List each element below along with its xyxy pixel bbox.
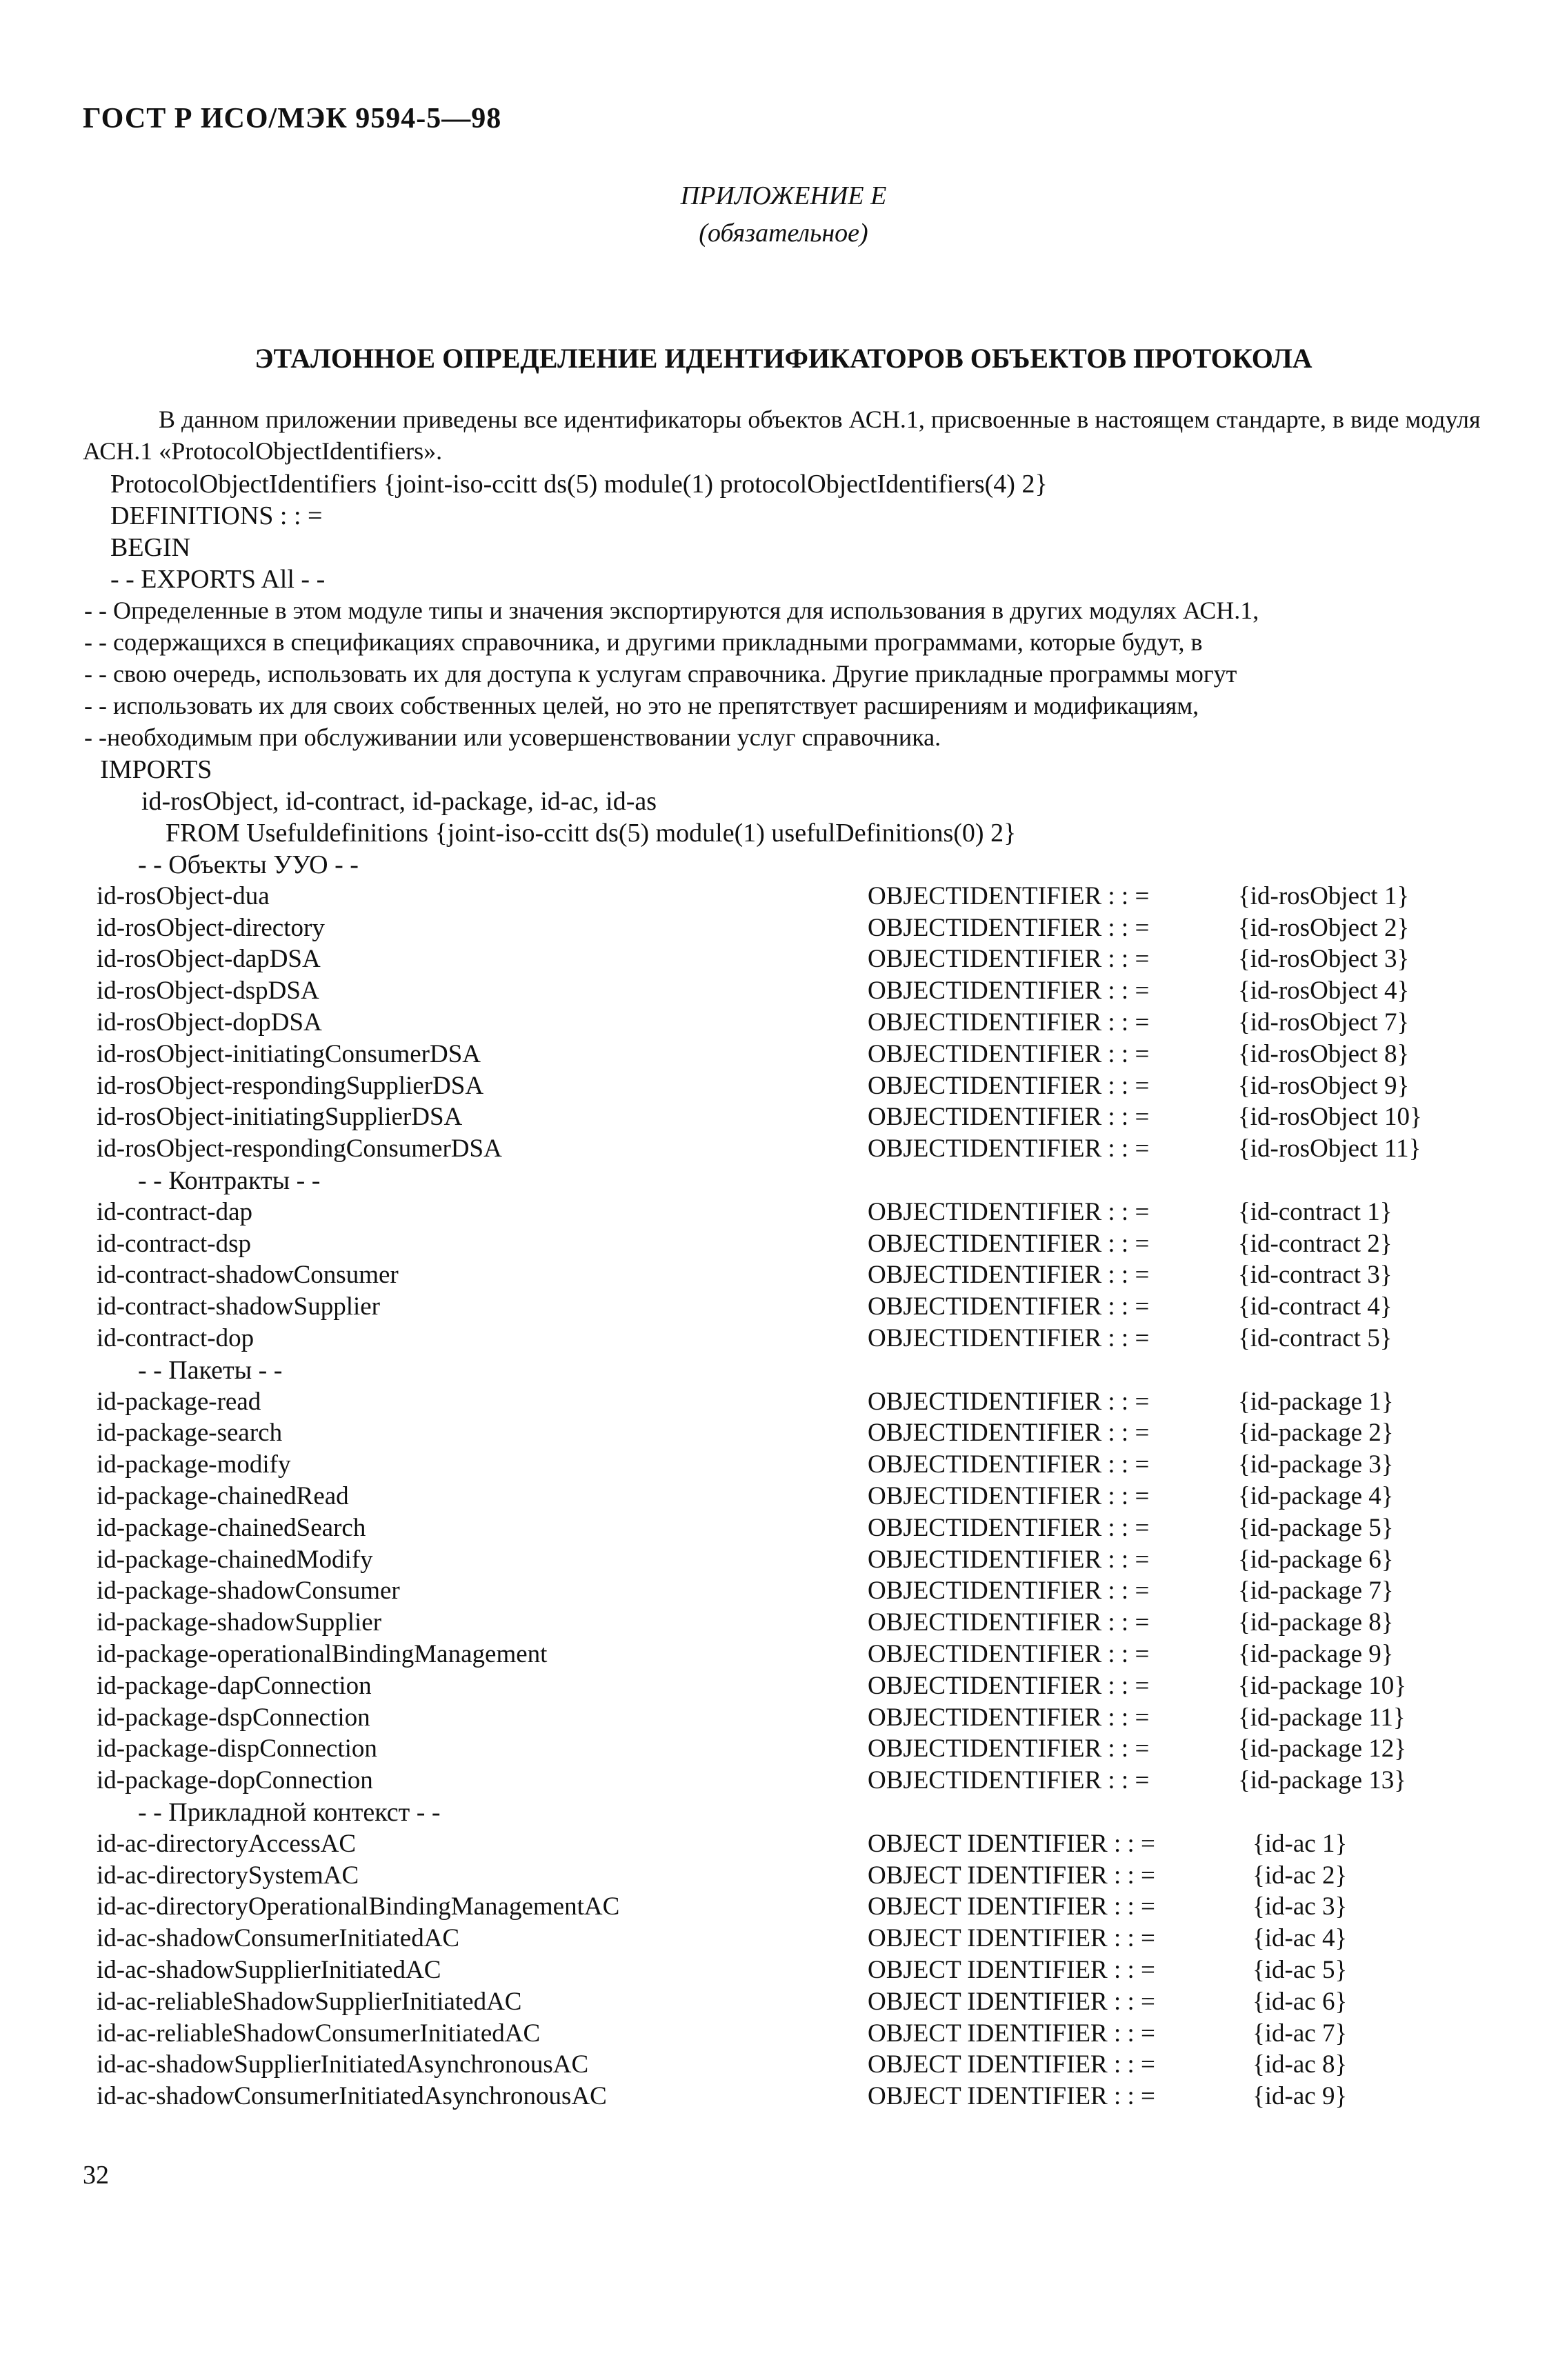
section-heading: - - Объекты УУО - - [138,850,359,879]
identifier-type: OBJECTIDENTIFIER : : = [868,1324,1150,1352]
identifier-type: OBJECT IDENTIFIER : : = [868,2082,1155,2110]
identifier-name: id-package-chainedModify [97,1546,373,1574]
identifier-value: {id-contract 2} [1238,1230,1393,1258]
identifier-type: OBJECTIDENTIFIER : : = [868,1072,1150,1100]
identifier-type: OBJECT IDENTIFIER : : = [868,2019,1155,2048]
identifier-type: OBJECTIDENTIFIER : : = [868,1292,1150,1321]
begin-line: BEGIN [110,533,191,562]
identifier-type: OBJECTIDENTIFIER : : = [868,1261,1150,1289]
identifier-value: {id-rosObject 4} [1238,977,1410,1005]
identifier-name: id-contract-shadowConsumer [97,1261,399,1289]
identifier-type: OBJECTIDENTIFIER : : = [868,1008,1150,1037]
identifier-name: id-package-dispConnection [97,1734,377,1763]
identifier-value: {id-rosObject 2} [1238,914,1410,942]
identifier-type: OBJECTIDENTIFIER : : = [868,882,1150,910]
identifier-value: {id-ac 6} [1252,1988,1348,2016]
identifier-name: id-ac-shadowConsumerInitiatedAsynchronousAC [97,2082,607,2110]
identifier-type: OBJECT IDENTIFIER : : = [868,1924,1155,1952]
identifier-name: id-contract-dsp [97,1230,251,1258]
identifier-type: OBJECTIDENTIFIER : : = [868,945,1150,973]
identifier-type: OBJECTIDENTIFIER : : = [868,1419,1150,1447]
identifier-name: id-rosObject-initiatingConsumerDSA [97,1040,481,1068]
identifier-value: {id-package 3} [1238,1450,1394,1479]
intro-paragraph: В данном приложении приведены все идентификаторы объектов АСН.1, присвоенные в настоящем стандарте, в виде модуля АСН.1 «ProtocolObjectIdentifiers». [83,406,1481,465]
identifier-name: id-ac-directoryOperationalBindingManagementAC [97,1892,620,1921]
identifier-type: OBJECTIDENTIFIER : : = [868,1734,1150,1763]
identifier-value: {id-package 11} [1238,1703,1406,1732]
page-number: 32 [83,2161,109,2190]
identifier-name: id-package-search [97,1419,283,1447]
identifier-name: id-rosObject-dopDSA [97,1008,322,1037]
identifier-value: {id-ac 9} [1252,2082,1348,2110]
identifier-name: id-ac-shadowConsumerInitiatedAC [97,1924,460,1952]
exports-line: - - EXPORTS All - - [110,565,326,594]
identifier-name: id-package-dspConnection [97,1703,370,1732]
identifier-type: OBJECTIDENTIFIER : : = [868,1230,1150,1258]
identifier-type: OBJECTIDENTIFIER : : = [868,1040,1150,1068]
identifier-value: {id-package 13} [1238,1766,1407,1794]
identifier-value: {id-package 5} [1238,1514,1394,1542]
module-line: ProtocolObjectIdentifiers {joint-iso-ccitt ds(5) module(1) protocolObjectIdentifiers(4) 2} [110,470,1048,499]
identifier-value: {id-package 7} [1238,1577,1394,1605]
identifier-name: id-ac-reliableShadowSupplierInitiatedAC [97,1988,522,2016]
identifier-type: OBJECTIDENTIFIER : : = [868,1450,1150,1479]
identifier-type: OBJECTIDENTIFIER : : = [868,1672,1150,1700]
identifier-name: id-package-chainedSearch [97,1514,366,1542]
identifier-type: OBJECTIDENTIFIER : : = [868,1482,1150,1510]
identifier-value: {id-rosObject 3} [1238,945,1410,973]
section-title: ЭТАЛОННОЕ ОПРЕДЕЛЕНИЕ ИДЕНТИФИКАТОРОВ ОБЪЕКТОВ ПРОТОКОЛА [254,343,1313,374]
identifier-value: {id-rosObject 1} [1238,882,1410,910]
identifier-type: OBJECTIDENTIFIER : : = [868,1514,1150,1542]
identifier-value: {id-package 4} [1238,1482,1394,1510]
identifier-value: {id-contract 3} [1238,1261,1393,1289]
identifier-name: id-rosObject-respondingConsumerDSA [97,1134,502,1163]
identifier-name: id-rosObject-initiatingSupplierDSA [97,1103,463,1131]
identifier-type: OBJECTIDENTIFIER : : = [868,977,1150,1005]
identifier-name: id-package-shadowConsumer [97,1577,400,1605]
comment-line: - - использовать их для своих собственных целей, но это не препятствует расширениям и модификациям, [84,692,1199,719]
identifier-name: id-ac-reliableShadowConsumerInitiatedAC [97,2019,541,2048]
section-heading: - - Контракты - - [138,1166,321,1195]
identifier-type: OBJECTIDENTIFIER : : = [868,1703,1150,1732]
identifier-type: OBJECTIDENTIFIER : : = [868,1388,1150,1416]
identifier-name: id-rosObject-dua [97,882,270,910]
identifier-value: {id-ac 5} [1252,1956,1348,1984]
identifier-type: OBJECT IDENTIFIER : : = [868,1988,1155,2016]
identifier-value: {id-contract 4} [1238,1292,1393,1321]
identifier-value: {id-ac 8} [1252,2050,1348,2079]
imports-line: IMPORTS [100,755,212,784]
identifier-name: id-contract-dap [97,1198,252,1226]
identifier-type: OBJECTIDENTIFIER : : = [868,1577,1150,1605]
identifier-value: {id-ac 3} [1252,1892,1348,1921]
identifier-type: OBJECTIDENTIFIER : : = [868,1640,1150,1668]
identifier-type: OBJECTIDENTIFIER : : = [868,1608,1150,1637]
section-heading: - - Пакеты - - [138,1356,283,1385]
identifier-type: OBJECT IDENTIFIER : : = [868,1956,1155,1984]
identifier-value: {id-package 6} [1238,1546,1394,1574]
identifier-name: id-contract-dop [97,1324,254,1352]
identifier-type: OBJECTIDENTIFIER : : = [868,1198,1150,1226]
identifier-value: {id-ac 2} [1252,1861,1348,1890]
identifier-name: id-ac-directoryAccessAC [97,1830,356,1858]
identifier-name: id-ac-shadowSupplierInitiatedAsynchronousAC [97,2050,589,2079]
comment-line: - - Определенные в этом модуле типы и значения экспортируются для использования в других модулях АСН.1, [84,597,1259,624]
standard-header: ГОСТ Р ИСО/МЭК 9594-5—98 [83,103,502,134]
identifier-value: {id-rosObject 8} [1238,1040,1410,1068]
identifier-name: id-rosObject-dspDSA [97,977,319,1005]
identifier-name: id-package-dapConnection [97,1672,372,1700]
comment-line: - -необходимым при обслуживании или усовершенствовании услуг справочника. [84,723,941,751]
identifier-value: {id-contract 5} [1238,1324,1393,1352]
identifier-name: id-package-modify [97,1450,291,1479]
identifier-type: OBJECTIDENTIFIER : : = [868,1546,1150,1574]
appendix-type: (обязательное) [699,219,868,248]
from-line: FROM Usefuldefinitions {joint-iso-ccitt ds(5) module(1) usefulDefinitions(0) 2} [166,819,1017,848]
identifier-name: id-rosObject-directory [97,914,325,942]
identifier-type: OBJECT IDENTIFIER : : = [868,2050,1155,2079]
comment-line: - - содержащихся в спецификациях справочника, и другими прикладными программами, которые будут, в [84,628,1203,656]
identifier-value: {id-package 8} [1238,1608,1394,1637]
identifier-name: id-package-dopConnection [97,1766,373,1794]
identifier-name: id-rosObject-dapDSA [97,945,321,973]
identifier-name: id-ac-directorySystemAC [97,1861,359,1890]
identifier-name: id-package-operationalBindingManagement [97,1640,548,1668]
identifier-type: OBJECTIDENTIFIER : : = [868,914,1150,942]
identifier-type: OBJECT IDENTIFIER : : = [868,1861,1155,1890]
identifier-value: {id-ac 1} [1252,1830,1348,1858]
identifier-name: id-package-chainedRead [97,1482,349,1510]
definitions-line: DEFINITIONS : : = [110,501,323,530]
identifier-value: {id-rosObject 7} [1238,1008,1410,1037]
appendix-title: ПРИЛОЖЕНИЕ Е [680,181,887,210]
identifier-value: {id-package 10} [1238,1672,1407,1700]
identifier-name: id-package-read [97,1388,261,1416]
identifier-name: id-contract-shadowSupplier [97,1292,380,1321]
identifier-type: OBJECT IDENTIFIER : : = [868,1892,1155,1921]
identifier-type: OBJECTIDENTIFIER : : = [868,1766,1150,1794]
identifier-type: OBJECT IDENTIFIER : : = [868,1830,1155,1858]
identifier-value: {id-package 1} [1238,1388,1394,1416]
imports-list: id-rosObject, id-contract, id-package, id-ac, id-as [141,787,657,816]
comment-line: - - свою очередь, использовать их для доступа к услугам справочника. Другие прикладные программы могут [84,660,1237,688]
identifier-type: OBJECTIDENTIFIER : : = [868,1134,1150,1163]
identifier-value: {id-package 12} [1238,1734,1407,1763]
identifier-value: {id-ac 7} [1252,2019,1348,2048]
identifier-value: {id-rosObject 9} [1238,1072,1410,1100]
identifier-value: {id-rosObject 11} [1238,1134,1421,1163]
identifier-value: {id-contract 1} [1238,1198,1393,1226]
identifier-value: {id-rosObject 10} [1238,1103,1422,1131]
identifier-value: {id-package 9} [1238,1640,1394,1668]
section-heading: - - Прикладной контекст - - [138,1798,441,1827]
identifier-name: id-ac-shadowSupplierInitiatedAC [97,1956,441,1984]
identifier-type: OBJECTIDENTIFIER : : = [868,1103,1150,1131]
identifier-name: id-package-shadowSupplier [97,1608,382,1637]
identifier-value: {id-ac 4} [1252,1924,1348,1952]
identifier-name: id-rosObject-respondingSupplierDSA [97,1072,484,1100]
identifier-value: {id-package 2} [1238,1419,1394,1447]
